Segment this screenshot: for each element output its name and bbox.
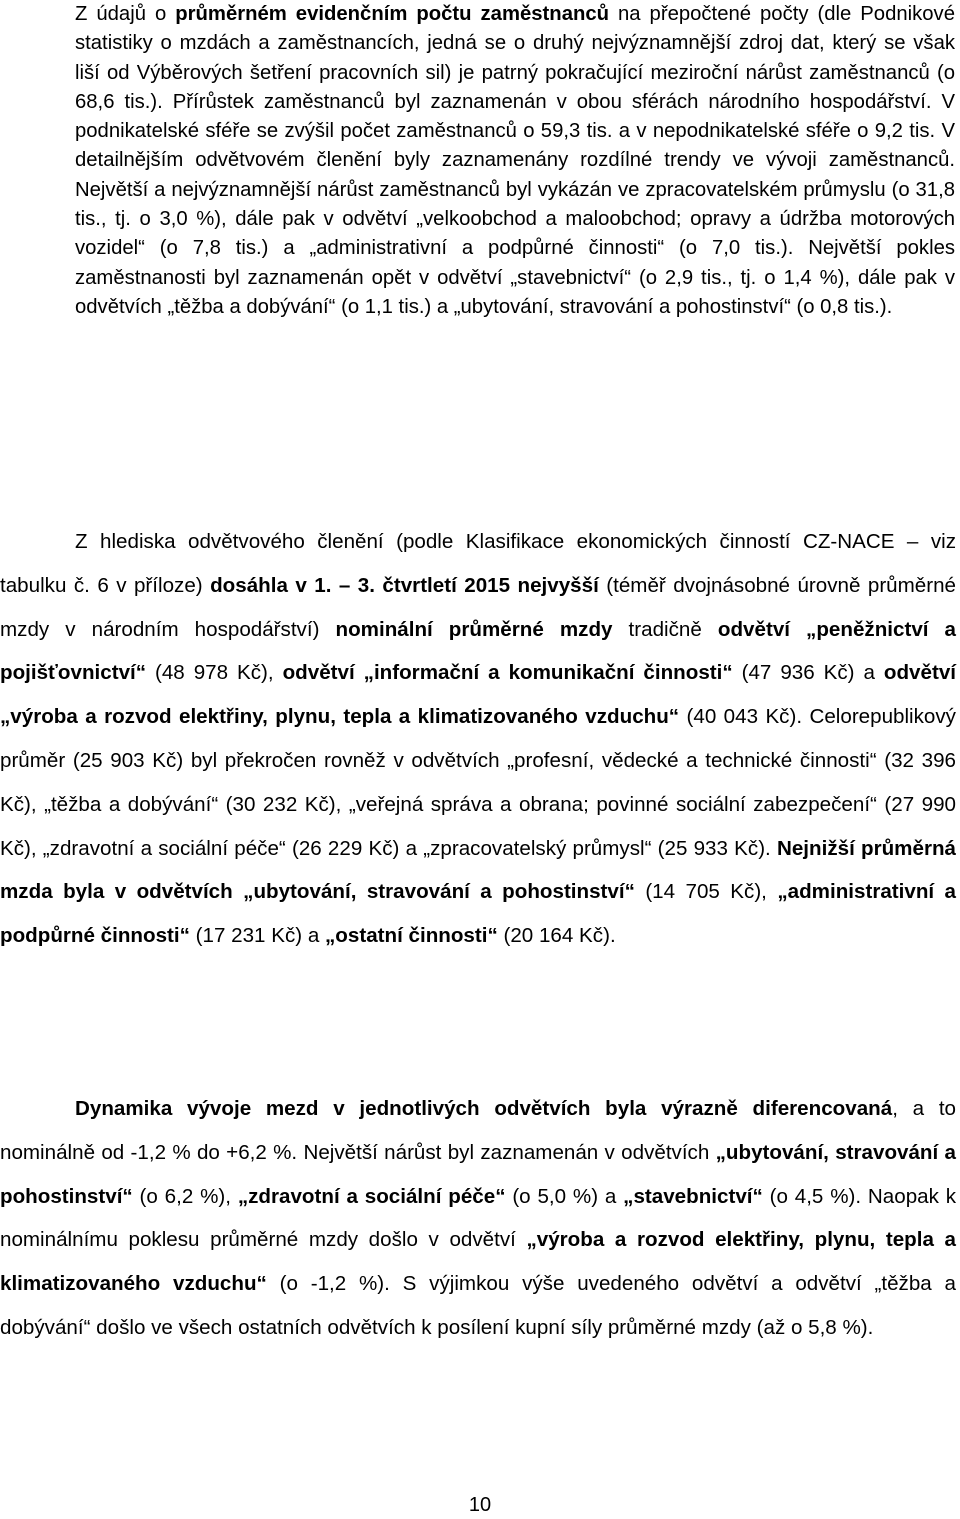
text-run: (o -1,2 %). S výjimkou výše uvedeného odvětví a odvětví „těžba a dobývání“ došlo ve všech ostatních odvětvích k posílení kupní síly průměrné mzdy (až o 5,8 %). xyxy=(0,1272,956,1339)
page-number: 10 xyxy=(468,1494,492,1516)
text-run: (téměř dvojnásobné úrovně průměrné mzdy v národním hospodářství) xyxy=(0,573,957,641)
bold-text-run: odvětví „peněžnictví a pojišťovnictví“ xyxy=(0,617,957,685)
paragraph-wage-dynamics xyxy=(0,1087,956,1350)
bold-text-run: „stavebnictví“ xyxy=(623,1184,763,1208)
bold-text-run: nominální průměrné mzdy xyxy=(335,617,613,641)
text-run: (20 164 Kč). xyxy=(497,924,616,948)
text-run: Z hlediska odvětvového členění (podle Klasifikace ekonomických činností CZ-NACE – viz tabulku č. 6 v příloze) xyxy=(0,530,956,597)
text-run: (17 231 Kč) a xyxy=(189,924,325,948)
bold-text-run: Nejnižší průměrná mzda byla v odvětvích „ubytování, stravování a pohostinství“ xyxy=(0,836,956,904)
text-run: (47 936 Kč) a xyxy=(732,661,884,685)
bold-text-run: průměrném evidenčním počtu zaměstnanců xyxy=(175,3,610,25)
text-run: (o 5,0 %) a xyxy=(505,1184,624,1208)
text-run: (40 043 Kč). Celorepublikový průměr (25 903 Kč) byl překročen rovněž v odvětvích „profesní, vědecké a technické činnosti“ (32 396 Kč), „těžba a dobývání“ (30 232 Kč), „veřejná správa a obrana; povinné sociální zabezpečení“ (27 990 Kč), „zdravotní a sociální péče“ (26 229 Kč) a „zpracovatelský průmysl“ (25 933 Kč). xyxy=(0,705,956,860)
bold-text-run: dosáhla v 1. – 3. čtvrtletí 2015 nejvyšší xyxy=(210,573,599,597)
text-run: (14 705 Kč), xyxy=(634,880,778,904)
bold-text-run: „zdravotní a sociální péče“ xyxy=(237,1184,506,1208)
bold-text-run: „ostatní činnosti“ xyxy=(325,924,498,948)
bold-text-run: „ubytování, stravování a pohostinství“ xyxy=(0,1140,956,1208)
text-run: (o 6,2 %), xyxy=(132,1184,238,1208)
text-run: , a to nominálně od -1,2 % do +6,2 %. Největší nárůst byl zaznamenán v odvětvích xyxy=(0,1097,956,1164)
bold-text-run: Dynamika vývoje mezd v jednotlivých odvětvích byla výrazně diferencovaná xyxy=(75,1097,893,1120)
bold-text-run: „výroba a rozvod elektřiny, plynu, tepla a klimatizovaného vzduchu“ xyxy=(0,1228,957,1296)
text-run: tradičně xyxy=(612,617,718,641)
bold-text-run: „administrativní a podpůrné činnosti“ xyxy=(0,880,957,948)
text-run: (48 978 Kč), xyxy=(146,661,283,685)
paragraph-wage-levels xyxy=(0,520,956,958)
text-run: (o 4,5 %). Naopak k nominálnímu poklesu průměrné mzdy došlo v odvětví xyxy=(0,1184,957,1252)
bold-text-run: odvětví „výroba a rozvod elektřiny, plynu, tepla a klimatizovaného vzduchu“ xyxy=(0,661,956,729)
bold-text-run: odvětví „informační a komunikační činnosti“ xyxy=(282,661,733,685)
text-run: na přepočtené počty (dle Podnikové statistiky o mzdách a zaměstnancích, jedná se o druhý nejvýznamnější zdroj dat, který se však liší od Výběrových šetření pracovních sil) je patrný pokračující meziroční nárůst zaměstnanců (o 68,6 tis.). Přírůstek zaměstnanců byl zaznamenán v obou sférách národního hospodářství. V podnikatelské sféře se zvýšil počet zaměstnanců o 59,3 tis. a v nepodnikatelské sféře o 9,2 tis. V detailnějším odvětvovém členění byly zaznamenány rozdílné trendy ve vývoji zaměstnanců. Největší a nejvýznamnější nárůst zaměstnanců byl vykázán ve zpracovatelském průmyslu (o 31,8 tis., tj. o 3,0 %), dále pak v odvětví „velkoobchod a maloobchod; opravy a údržba motorových vozidel“ (o 7,8 tis.) a „administrativní a podpůrné činnosti“ (o 7,0 tis.). Největší pokles zaměstnanosti byl zaznamenán opět v odvětví „stavebnictví“ (o 2,9 tis., tj. o 1,4 %), dále pak v odvětvích „těžba a dobývání“ (o 1,1 tis.) a „ubytování, stravování a pohostinství“ (o 0,8 tis.). xyxy=(75,3,955,318)
paragraph-employees xyxy=(75,0,955,322)
text-run: Z údajů o xyxy=(75,3,176,25)
